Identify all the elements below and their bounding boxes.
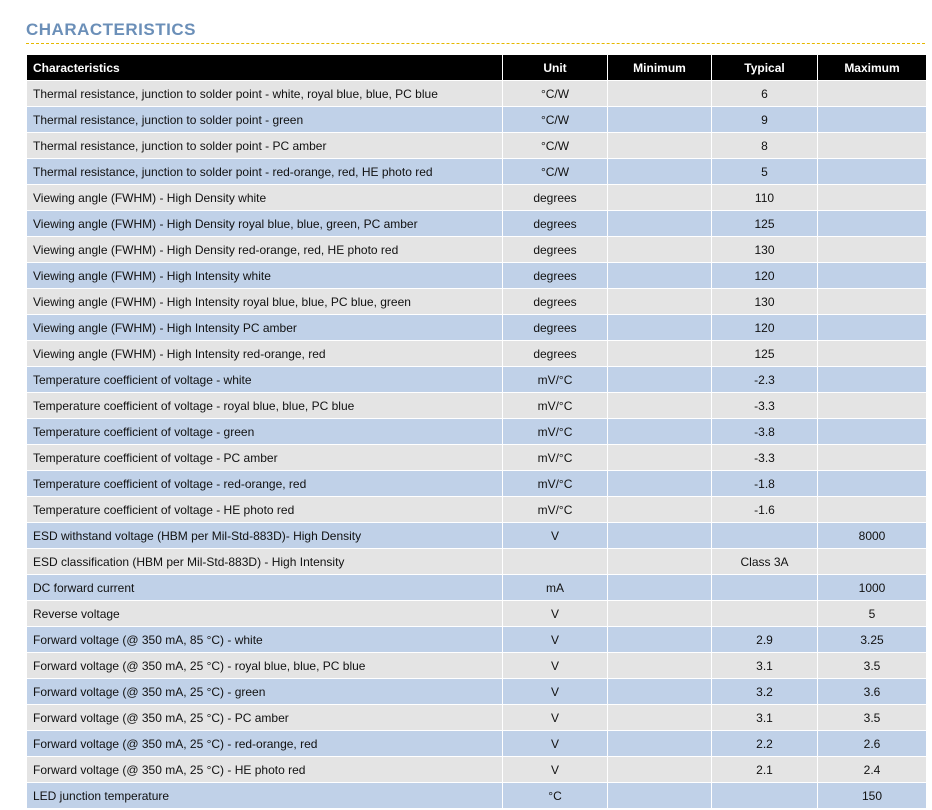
cell-unit: degrees <box>503 263 608 289</box>
table-row <box>27 133 927 159</box>
cell-unit: V <box>503 679 608 705</box>
cell-characteristic: DC forward current <box>27 575 503 601</box>
cell-maximum: 3.5 <box>818 705 927 731</box>
cell-minimum <box>608 159 712 185</box>
cell-unit: V <box>503 731 608 757</box>
cell-typical: Class 3A <box>712 549 818 575</box>
table-row <box>27 783 927 809</box>
table-row <box>27 549 927 575</box>
cell-typical: 5 <box>712 159 818 185</box>
cell-typical: 120 <box>712 263 818 289</box>
cell-maximum <box>818 471 927 497</box>
table-row <box>27 523 927 549</box>
cell-characteristic: Forward voltage (@ 350 mA, 25 °C) - HE photo red <box>27 757 503 783</box>
cell-typical: 125 <box>712 341 818 367</box>
cell-characteristic: Viewing angle (FWHM) - High Density royal blue, blue, green, PC amber <box>27 211 503 237</box>
cell-typical: 2.2 <box>712 731 818 757</box>
cell-characteristic: Forward voltage (@ 350 mA, 85 °C) - white <box>27 627 503 653</box>
cell-characteristic: Temperature coefficient of voltage - HE photo red <box>27 497 503 523</box>
cell-minimum <box>608 367 712 393</box>
cell-maximum: 3.25 <box>818 627 927 653</box>
cell-unit: degrees <box>503 289 608 315</box>
cell-typical: 2.1 <box>712 757 818 783</box>
cell-typical <box>712 523 818 549</box>
cell-characteristic: Temperature coefficient of voltage - PC amber <box>27 445 503 471</box>
cell-characteristic: Viewing angle (FWHM) - High Intensity red-orange, red <box>27 341 503 367</box>
cell-maximum <box>818 159 927 185</box>
cell-characteristic: Temperature coefficient of voltage - royal blue, blue, PC blue <box>27 393 503 419</box>
cell-maximum <box>818 81 927 107</box>
table-row <box>27 705 927 731</box>
cell-maximum: 5 <box>818 601 927 627</box>
header-unit: Unit <box>503 55 608 81</box>
cell-typical <box>712 601 818 627</box>
table-body <box>27 81 927 809</box>
cell-characteristic: Temperature coefficient of voltage - white <box>27 367 503 393</box>
cell-maximum <box>818 237 927 263</box>
cell-characteristic: Viewing angle (FWHM) - High Density red-orange, red, HE photo red <box>27 237 503 263</box>
cell-typical: -1.6 <box>712 497 818 523</box>
header-maximum: Maximum <box>818 55 927 81</box>
cell-typical <box>712 783 818 809</box>
cell-minimum <box>608 601 712 627</box>
cell-characteristic: Thermal resistance, junction to solder point - green <box>27 107 503 133</box>
cell-characteristic: Viewing angle (FWHM) - High Intensity white <box>27 263 503 289</box>
cell-minimum <box>608 107 712 133</box>
cell-maximum <box>818 315 927 341</box>
cell-characteristic: Viewing angle (FWHM) - High Intensity PC amber <box>27 315 503 341</box>
cell-maximum <box>818 393 927 419</box>
cell-maximum: 1000 <box>818 575 927 601</box>
cell-minimum <box>608 471 712 497</box>
header-characteristics: Characteristics <box>27 55 503 81</box>
cell-characteristic: Viewing angle (FWHM) - High Density white <box>27 185 503 211</box>
cell-minimum <box>608 237 712 263</box>
cell-unit: V <box>503 523 608 549</box>
cell-typical: 125 <box>712 211 818 237</box>
cell-characteristic: Temperature coefficient of voltage - green <box>27 419 503 445</box>
cell-typical <box>712 575 818 601</box>
cell-unit: mV/°C <box>503 393 608 419</box>
cell-characteristic: Forward voltage (@ 350 mA, 25 °C) - green <box>27 679 503 705</box>
cell-unit: degrees <box>503 315 608 341</box>
cell-unit: mV/°C <box>503 471 608 497</box>
cell-maximum <box>818 341 927 367</box>
cell-typical: -3.3 <box>712 445 818 471</box>
cell-maximum <box>818 107 927 133</box>
cell-unit: degrees <box>503 237 608 263</box>
cell-characteristic: LED junction temperature <box>27 783 503 809</box>
cell-minimum <box>608 705 712 731</box>
cell-typical: -3.8 <box>712 419 818 445</box>
table-row <box>27 237 927 263</box>
cell-unit: V <box>503 757 608 783</box>
cell-characteristic: Temperature coefficient of voltage - red-orange, red <box>27 471 503 497</box>
cell-typical: 120 <box>712 315 818 341</box>
cell-maximum: 2.6 <box>818 731 927 757</box>
cell-typical: 6 <box>712 81 818 107</box>
table-row <box>27 289 927 315</box>
table-row <box>27 393 927 419</box>
cell-minimum <box>608 81 712 107</box>
cell-typical: 110 <box>712 185 818 211</box>
cell-characteristic: Forward voltage (@ 350 mA, 25 °C) - PC amber <box>27 705 503 731</box>
table-row <box>27 471 927 497</box>
cell-unit: mV/°C <box>503 367 608 393</box>
cell-typical: 130 <box>712 237 818 263</box>
table-row <box>27 627 927 653</box>
cell-unit: degrees <box>503 211 608 237</box>
cell-maximum <box>818 211 927 237</box>
cell-typical: 2.9 <box>712 627 818 653</box>
cell-maximum <box>818 289 927 315</box>
cell-unit: V <box>503 653 608 679</box>
cell-minimum <box>608 523 712 549</box>
table-row <box>27 263 927 289</box>
cell-minimum <box>608 549 712 575</box>
cell-minimum <box>608 289 712 315</box>
cell-unit: V <box>503 601 608 627</box>
cell-typical: 3.1 <box>712 705 818 731</box>
cell-unit <box>503 549 608 575</box>
cell-characteristic: Forward voltage (@ 350 mA, 25 °C) - red-orange, red <box>27 731 503 757</box>
characteristics-table <box>26 54 927 809</box>
cell-minimum <box>608 445 712 471</box>
table-row <box>27 81 927 107</box>
cell-maximum <box>818 549 927 575</box>
table-row <box>27 341 927 367</box>
cell-characteristic: Viewing angle (FWHM) - High Intensity royal blue, blue, PC blue, green <box>27 289 503 315</box>
table-row <box>27 731 927 757</box>
header-minimum: Minimum <box>608 55 712 81</box>
table-header-row <box>27 55 927 81</box>
cell-unit: mV/°C <box>503 419 608 445</box>
cell-maximum <box>818 133 927 159</box>
cell-minimum <box>608 627 712 653</box>
cell-minimum <box>608 653 712 679</box>
cell-minimum <box>608 185 712 211</box>
cell-typical: 8 <box>712 133 818 159</box>
table-row <box>27 315 927 341</box>
table-row <box>27 419 927 445</box>
cell-maximum <box>818 497 927 523</box>
cell-minimum <box>608 133 712 159</box>
table-row <box>27 185 927 211</box>
cell-maximum <box>818 263 927 289</box>
cell-maximum: 150 <box>818 783 927 809</box>
cell-maximum: 8000 <box>818 523 927 549</box>
cell-minimum <box>608 497 712 523</box>
cell-minimum <box>608 679 712 705</box>
cell-minimum <box>608 757 712 783</box>
cell-characteristic: Forward voltage (@ 350 mA, 25 °C) - royal blue, blue, PC blue <box>27 653 503 679</box>
cell-minimum <box>608 315 712 341</box>
cell-minimum <box>608 783 712 809</box>
cell-characteristic: Reverse voltage <box>27 601 503 627</box>
cell-unit: °C/W <box>503 81 608 107</box>
cell-typical: -3.3 <box>712 393 818 419</box>
cell-minimum <box>608 419 712 445</box>
cell-unit: °C/W <box>503 107 608 133</box>
cell-unit: °C <box>503 783 608 809</box>
cell-characteristic: Thermal resistance, junction to solder point - white, royal blue, blue, PC blue <box>27 81 503 107</box>
cell-maximum <box>818 419 927 445</box>
cell-typical: -2.3 <box>712 367 818 393</box>
cell-characteristic: Thermal resistance, junction to solder point - red-orange, red, HE photo red <box>27 159 503 185</box>
table-row <box>27 159 927 185</box>
cell-characteristic: ESD classification (HBM per Mil-Std-883D) - High Intensity <box>27 549 503 575</box>
table-row <box>27 211 927 237</box>
table-row <box>27 679 927 705</box>
cell-unit: degrees <box>503 341 608 367</box>
cell-maximum: 3.6 <box>818 679 927 705</box>
table-row <box>27 445 927 471</box>
cell-typical: 3.2 <box>712 679 818 705</box>
cell-unit: °C/W <box>503 159 608 185</box>
cell-maximum <box>818 185 927 211</box>
cell-unit: mV/°C <box>503 497 608 523</box>
cell-unit: mA <box>503 575 608 601</box>
cell-minimum <box>608 575 712 601</box>
cell-minimum <box>608 393 712 419</box>
table-row <box>27 575 927 601</box>
cell-typical: 3.1 <box>712 653 818 679</box>
title-divider <box>26 43 925 44</box>
table-row <box>27 653 927 679</box>
cell-minimum <box>608 263 712 289</box>
cell-unit: degrees <box>503 185 608 211</box>
cell-characteristic: Thermal resistance, junction to solder point - PC amber <box>27 133 503 159</box>
cell-maximum: 2.4 <box>818 757 927 783</box>
cell-unit: V <box>503 705 608 731</box>
cell-minimum <box>608 341 712 367</box>
table-row <box>27 757 927 783</box>
cell-typical: 130 <box>712 289 818 315</box>
cell-unit: °C/W <box>503 133 608 159</box>
cell-maximum <box>818 367 927 393</box>
cell-maximum: 3.5 <box>818 653 927 679</box>
table-row <box>27 497 927 523</box>
cell-minimum <box>608 731 712 757</box>
table-row <box>27 367 927 393</box>
header-typical: Typical <box>712 55 818 81</box>
table-row <box>27 107 927 133</box>
cell-unit: mV/°C <box>503 445 608 471</box>
cell-characteristic: ESD withstand voltage (HBM per Mil-Std-883D)- High Density <box>27 523 503 549</box>
table-row <box>27 601 927 627</box>
cell-typical: 9 <box>712 107 818 133</box>
cell-maximum <box>818 445 927 471</box>
cell-minimum <box>608 211 712 237</box>
cell-typical: -1.8 <box>712 471 818 497</box>
cell-unit: V <box>503 627 608 653</box>
section-title: CHARACTERISTICS <box>26 20 196 39</box>
